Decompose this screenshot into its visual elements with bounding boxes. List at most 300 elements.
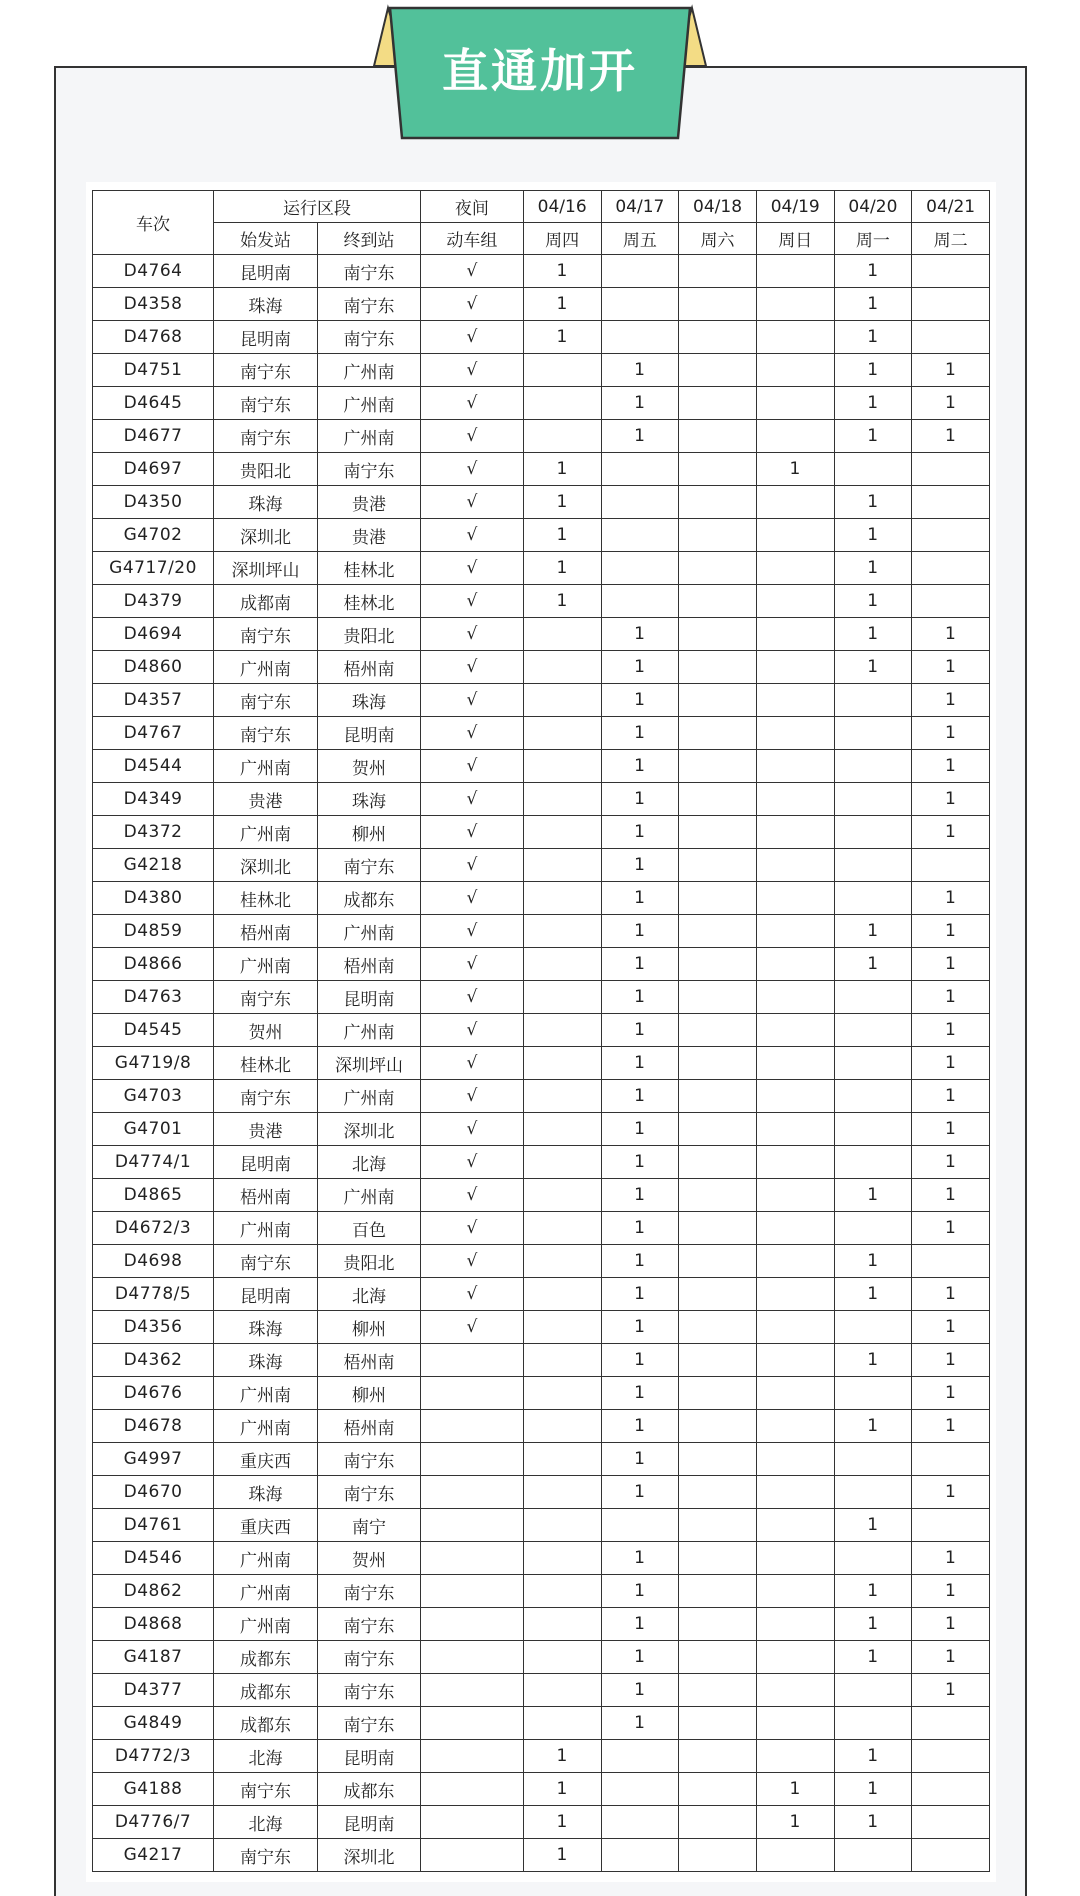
day-cell: 1 (523, 255, 601, 288)
day-cell: 1 (912, 420, 990, 453)
day-cell (679, 1311, 757, 1344)
day-cell (834, 882, 912, 915)
day-cell: 1 (912, 1344, 990, 1377)
header-row-2 (93, 223, 990, 255)
day-cell (679, 1410, 757, 1443)
day-cell (523, 1047, 601, 1080)
train-number-cell: D4860 (93, 651, 214, 684)
table-row (93, 387, 990, 420)
day-cell: 1 (912, 1674, 990, 1707)
day-cell (523, 717, 601, 750)
day-cell (523, 684, 601, 717)
night-emu-cell (420, 1674, 523, 1707)
table-row (93, 1344, 990, 1377)
table-row (93, 1080, 990, 1113)
day-cell: 1 (601, 1278, 679, 1311)
night-emu-cell: √ (420, 288, 523, 321)
day-cell (756, 882, 834, 915)
night-emu-cell: √ (420, 255, 523, 288)
day-cell: 1 (601, 849, 679, 882)
train-number-cell: D4379 (93, 585, 214, 618)
day-cell: 1 (834, 420, 912, 453)
train-number-cell: D4545 (93, 1014, 214, 1047)
train-number-cell: D4350 (93, 486, 214, 519)
day-cell (679, 1740, 757, 1773)
day-cell: 1 (834, 1179, 912, 1212)
day-cell (679, 1113, 757, 1146)
table-row (93, 585, 990, 618)
day-cell (834, 750, 912, 783)
night-emu-cell (420, 1773, 523, 1806)
terminal-station-cell: 梧州南 (318, 948, 421, 981)
table-row (93, 1608, 990, 1641)
origin-station-cell: 贵港 (214, 783, 318, 816)
day-cell (679, 1707, 757, 1740)
day-cell (679, 816, 757, 849)
day-cell (756, 651, 834, 684)
day-cell (679, 1443, 757, 1476)
train-number-cell: D4677 (93, 420, 214, 453)
terminal-station-cell: 贵阳北 (318, 618, 421, 651)
table-row (93, 1509, 990, 1542)
night-emu-cell (420, 1377, 523, 1410)
origin-station-cell: 广州南 (214, 1542, 318, 1575)
day-cell: 1 (912, 981, 990, 1014)
terminal-station-cell: 广州南 (318, 354, 421, 387)
night-emu-cell: √ (420, 1212, 523, 1245)
terminal-station-cell: 珠海 (318, 684, 421, 717)
night-emu-cell: √ (420, 585, 523, 618)
terminal-station-cell: 南宁东 (318, 1476, 421, 1509)
origin-station-cell: 南宁东 (214, 387, 318, 420)
date-header: 04/21 (912, 191, 990, 223)
col-terminal-header: 终到站 (318, 223, 421, 255)
day-cell (834, 1839, 912, 1872)
weekday-header: 周一 (834, 223, 912, 255)
terminal-station-cell: 昆明南 (318, 1806, 421, 1839)
day-cell (756, 1740, 834, 1773)
origin-station-cell: 广州南 (214, 816, 318, 849)
day-cell (679, 1542, 757, 1575)
origin-station-cell: 重庆西 (214, 1509, 318, 1542)
terminal-station-cell: 贵阳北 (318, 1245, 421, 1278)
train-number-cell: G4717/20 (93, 552, 214, 585)
day-cell (523, 750, 601, 783)
day-cell (523, 849, 601, 882)
day-cell: 1 (601, 816, 679, 849)
date-header: 04/20 (834, 191, 912, 223)
origin-station-cell: 重庆西 (214, 1443, 318, 1476)
day-cell (912, 1773, 990, 1806)
train-number-cell: D4772/3 (93, 1740, 214, 1773)
night-emu-cell: √ (420, 684, 523, 717)
day-cell: 1 (834, 1509, 912, 1542)
origin-station-cell: 北海 (214, 1806, 318, 1839)
day-cell (756, 1707, 834, 1740)
origin-station-cell: 梧州南 (214, 915, 318, 948)
day-cell: 1 (601, 1443, 679, 1476)
table-row (93, 288, 990, 321)
day-cell (834, 849, 912, 882)
day-cell (756, 288, 834, 321)
day-cell (912, 321, 990, 354)
terminal-station-cell: 南宁东 (318, 321, 421, 354)
night-emu-cell (420, 1443, 523, 1476)
table-row (93, 816, 990, 849)
day-cell (601, 288, 679, 321)
day-cell (601, 1773, 679, 1806)
day-cell: 1 (834, 552, 912, 585)
day-cell: 1 (601, 1245, 679, 1278)
table-row (93, 1146, 990, 1179)
night-emu-cell (420, 1839, 523, 1872)
night-emu-cell: √ (420, 519, 523, 552)
day-cell (912, 1245, 990, 1278)
day-cell (756, 1542, 834, 1575)
day-cell: 1 (601, 717, 679, 750)
day-cell (679, 1146, 757, 1179)
day-cell (523, 1311, 601, 1344)
day-cell (601, 321, 679, 354)
day-cell (756, 1179, 834, 1212)
day-cell (601, 1806, 679, 1839)
day-cell: 1 (834, 321, 912, 354)
train-number-cell: D4372 (93, 816, 214, 849)
day-cell (523, 1146, 601, 1179)
terminal-station-cell: 北海 (318, 1146, 421, 1179)
day-cell: 1 (601, 651, 679, 684)
terminal-station-cell: 珠海 (318, 783, 421, 816)
day-cell (756, 387, 834, 420)
day-cell (679, 783, 757, 816)
night-emu-cell: √ (420, 486, 523, 519)
day-cell: 1 (912, 1476, 990, 1509)
day-cell: 1 (601, 1641, 679, 1674)
day-cell: 1 (601, 882, 679, 915)
day-cell (834, 1212, 912, 1245)
day-cell (679, 1278, 757, 1311)
day-cell: 1 (601, 618, 679, 651)
train-number-cell: D4859 (93, 915, 214, 948)
terminal-station-cell: 南宁东 (318, 1608, 421, 1641)
night-emu-cell (420, 1641, 523, 1674)
day-cell: 1 (912, 1113, 990, 1146)
day-cell (756, 618, 834, 651)
day-cell: 1 (601, 1113, 679, 1146)
table-row (93, 1014, 990, 1047)
day-cell (756, 849, 834, 882)
day-cell (679, 1014, 757, 1047)
day-cell (756, 1377, 834, 1410)
night-emu-cell: √ (420, 453, 523, 486)
day-cell (912, 1806, 990, 1839)
origin-station-cell: 梧州南 (214, 1179, 318, 1212)
origin-station-cell: 南宁东 (214, 684, 318, 717)
train-number-cell: D4358 (93, 288, 214, 321)
day-cell (756, 1047, 834, 1080)
train-number-cell: D4862 (93, 1575, 214, 1608)
day-cell (601, 255, 679, 288)
day-cell: 1 (601, 1179, 679, 1212)
day-cell: 1 (523, 585, 601, 618)
day-cell (756, 321, 834, 354)
day-cell: 1 (912, 1014, 990, 1047)
day-cell: 1 (601, 1344, 679, 1377)
day-cell (523, 1014, 601, 1047)
day-cell: 1 (601, 948, 679, 981)
day-cell (523, 1410, 601, 1443)
day-cell: 1 (834, 255, 912, 288)
day-cell: 1 (912, 750, 990, 783)
day-cell (679, 1377, 757, 1410)
origin-station-cell: 广州南 (214, 651, 318, 684)
terminal-station-cell: 贵港 (318, 486, 421, 519)
table-row (93, 1443, 990, 1476)
origin-station-cell: 南宁东 (214, 1773, 318, 1806)
day-cell (912, 1509, 990, 1542)
night-emu-cell: √ (420, 882, 523, 915)
day-cell (756, 1476, 834, 1509)
day-cell (756, 255, 834, 288)
night-emu-cell (420, 1410, 523, 1443)
day-cell: 1 (601, 981, 679, 1014)
day-cell (601, 1740, 679, 1773)
terminal-station-cell: 贺州 (318, 1542, 421, 1575)
night-emu-cell (420, 1806, 523, 1839)
day-cell: 1 (601, 354, 679, 387)
train-number-cell: D4357 (93, 684, 214, 717)
day-cell (679, 948, 757, 981)
day-cell (834, 717, 912, 750)
day-cell (523, 783, 601, 816)
table-row (93, 1641, 990, 1674)
day-cell (679, 849, 757, 882)
day-cell: 1 (834, 387, 912, 420)
day-cell: 1 (601, 783, 679, 816)
day-cell (912, 1443, 990, 1476)
table-row (93, 1113, 990, 1146)
day-cell (679, 915, 757, 948)
day-cell: 1 (912, 618, 990, 651)
table-row (93, 1773, 990, 1806)
night-emu-cell: √ (420, 1014, 523, 1047)
day-cell (679, 1773, 757, 1806)
origin-station-cell: 北海 (214, 1740, 318, 1773)
day-cell (756, 1311, 834, 1344)
day-cell: 1 (601, 420, 679, 453)
terminal-station-cell: 南宁东 (318, 1575, 421, 1608)
train-number-cell: D4698 (93, 1245, 214, 1278)
day-cell (834, 1311, 912, 1344)
day-cell (756, 1839, 834, 1872)
day-cell (756, 1278, 834, 1311)
night-emu-cell: √ (420, 750, 523, 783)
day-cell (523, 354, 601, 387)
day-cell (756, 816, 834, 849)
day-cell (679, 321, 757, 354)
night-emu-cell: √ (420, 1113, 523, 1146)
day-cell (834, 1080, 912, 1113)
day-cell (679, 717, 757, 750)
table-row (93, 1707, 990, 1740)
day-cell (679, 1641, 757, 1674)
terminal-station-cell: 梧州南 (318, 1344, 421, 1377)
terminal-station-cell: 广州南 (318, 387, 421, 420)
night-emu-cell: √ (420, 981, 523, 1014)
night-emu-cell: √ (420, 321, 523, 354)
day-cell: 1 (601, 750, 679, 783)
day-cell: 1 (523, 321, 601, 354)
terminal-station-cell: 梧州南 (318, 1410, 421, 1443)
train-number-cell: D4356 (93, 1311, 214, 1344)
day-cell (523, 915, 601, 948)
terminal-station-cell: 深圳北 (318, 1839, 421, 1872)
day-cell: 1 (834, 1641, 912, 1674)
day-cell: 1 (523, 1740, 601, 1773)
day-cell: 1 (834, 618, 912, 651)
day-cell (679, 1179, 757, 1212)
origin-station-cell: 广州南 (214, 1608, 318, 1641)
day-cell (601, 585, 679, 618)
night-emu-cell: √ (420, 387, 523, 420)
col-section-header: 运行区段 (214, 191, 421, 223)
origin-station-cell: 珠海 (214, 486, 318, 519)
origin-station-cell: 珠海 (214, 288, 318, 321)
table-row (93, 1476, 990, 1509)
date-header: 04/16 (523, 191, 601, 223)
day-cell: 1 (834, 585, 912, 618)
terminal-station-cell: 南宁东 (318, 1674, 421, 1707)
terminal-station-cell: 南宁东 (318, 453, 421, 486)
day-cell (679, 981, 757, 1014)
day-cell (834, 816, 912, 849)
day-cell (756, 915, 834, 948)
day-cell (679, 1476, 757, 1509)
table-row (93, 1575, 990, 1608)
day-cell (523, 1212, 601, 1245)
terminal-station-cell: 成都东 (318, 882, 421, 915)
day-cell (834, 1443, 912, 1476)
day-cell: 1 (601, 1707, 679, 1740)
train-number-cell: D4645 (93, 387, 214, 420)
train-number-cell: D4349 (93, 783, 214, 816)
train-number-cell: D4694 (93, 618, 214, 651)
table-row (93, 486, 990, 519)
day-cell: 1 (912, 1179, 990, 1212)
train-number-cell: D4678 (93, 1410, 214, 1443)
day-cell: 1 (601, 1377, 679, 1410)
day-cell: 1 (601, 1014, 679, 1047)
day-cell: 1 (912, 354, 990, 387)
day-cell (756, 981, 834, 1014)
day-cell (912, 1707, 990, 1740)
day-cell (912, 552, 990, 585)
origin-station-cell: 成都东 (214, 1674, 318, 1707)
day-cell (834, 981, 912, 1014)
table-row (93, 1047, 990, 1080)
origin-station-cell: 广州南 (214, 1377, 318, 1410)
day-cell: 1 (912, 948, 990, 981)
day-cell (756, 1575, 834, 1608)
terminal-station-cell: 贺州 (318, 750, 421, 783)
terminal-station-cell: 昆明南 (318, 717, 421, 750)
train-number-cell: G4187 (93, 1641, 214, 1674)
day-cell (756, 684, 834, 717)
day-cell (601, 519, 679, 552)
train-number-cell: D4865 (93, 1179, 214, 1212)
night-emu-cell: √ (420, 1245, 523, 1278)
train-number-cell: G4217 (93, 1839, 214, 1872)
table-row (93, 882, 990, 915)
day-cell (756, 585, 834, 618)
train-number-cell: G4188 (93, 1773, 214, 1806)
day-cell: 1 (912, 1641, 990, 1674)
day-cell: 1 (912, 717, 990, 750)
night-emu-cell: √ (420, 1278, 523, 1311)
day-cell: 1 (601, 1080, 679, 1113)
col-train-header: 车次 (93, 191, 214, 255)
day-cell: 1 (834, 519, 912, 552)
day-cell: 1 (912, 783, 990, 816)
day-cell (679, 387, 757, 420)
day-cell (834, 1476, 912, 1509)
day-cell: 1 (756, 453, 834, 486)
day-cell (679, 684, 757, 717)
table-row (93, 321, 990, 354)
day-cell: 1 (912, 1542, 990, 1575)
day-cell (912, 849, 990, 882)
day-cell (912, 1839, 990, 1872)
day-cell (679, 486, 757, 519)
terminal-station-cell: 广州南 (318, 1179, 421, 1212)
day-cell: 1 (834, 1410, 912, 1443)
train-number-cell: D4380 (93, 882, 214, 915)
day-cell (756, 552, 834, 585)
weekday-header: 周五 (601, 223, 679, 255)
day-cell: 1 (834, 1773, 912, 1806)
day-cell (756, 1014, 834, 1047)
terminal-station-cell: 广州南 (318, 1080, 421, 1113)
day-cell (679, 1839, 757, 1872)
day-cell (912, 486, 990, 519)
origin-station-cell: 珠海 (214, 1344, 318, 1377)
table-row (93, 750, 990, 783)
day-cell (523, 1278, 601, 1311)
day-cell (523, 1476, 601, 1509)
day-cell (679, 1047, 757, 1080)
origin-station-cell: 南宁东 (214, 354, 318, 387)
train-number-cell: G4997 (93, 1443, 214, 1476)
day-cell: 1 (523, 453, 601, 486)
day-cell: 1 (601, 915, 679, 948)
day-cell (679, 651, 757, 684)
col-origin-header: 始发站 (214, 223, 318, 255)
day-cell (523, 1245, 601, 1278)
origin-station-cell: 珠海 (214, 1311, 318, 1344)
table-row (93, 1278, 990, 1311)
night-emu-cell (420, 1575, 523, 1608)
day-cell: 1 (912, 1212, 990, 1245)
origin-station-cell: 昆明南 (214, 1146, 318, 1179)
day-cell (523, 1608, 601, 1641)
day-cell: 1 (834, 1740, 912, 1773)
day-cell: 1 (523, 1806, 601, 1839)
table-row (93, 1179, 990, 1212)
day-cell (834, 1542, 912, 1575)
terminal-station-cell: 梧州南 (318, 651, 421, 684)
train-number-cell: D4763 (93, 981, 214, 1014)
terminal-station-cell: 桂林北 (318, 552, 421, 585)
